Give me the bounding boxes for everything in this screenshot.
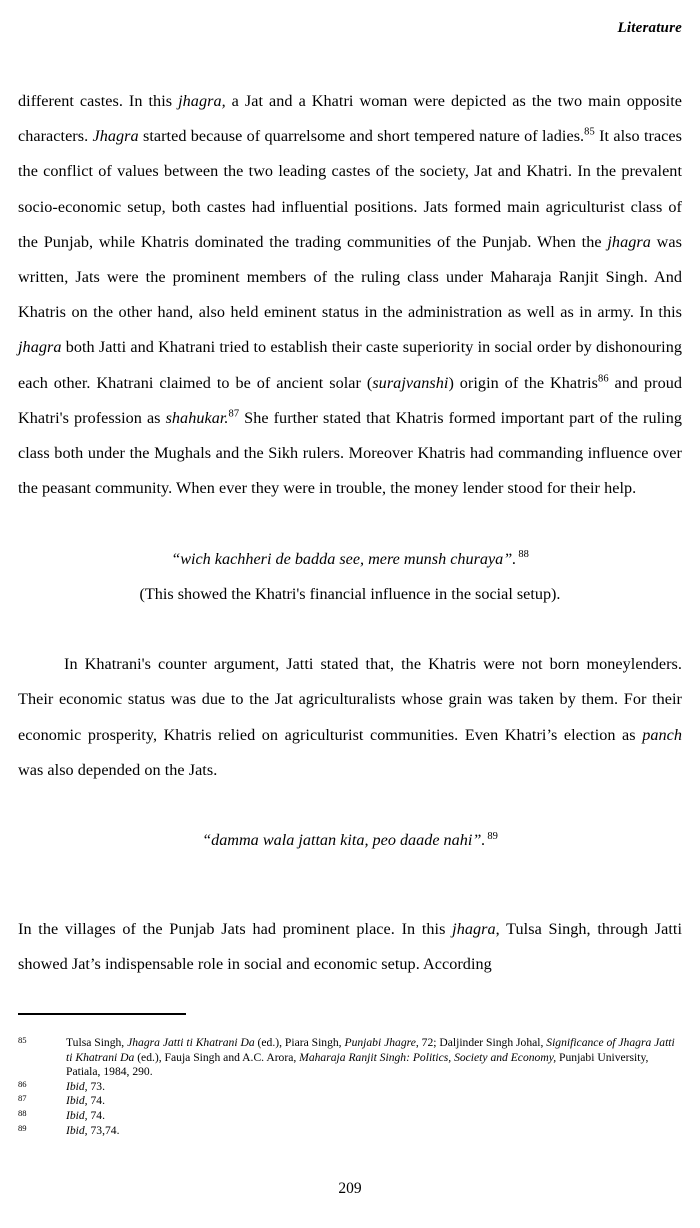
footnote-number: 86 — [18, 1078, 27, 1089]
p1-text-8: and proud Khatri's profession as — [18, 373, 683, 427]
footnote-text-run: (ed.), Piara Singh, — [254, 1036, 345, 1049]
footnote-title-italic: Ibid, — [66, 1079, 88, 1093]
footnote-entry — [18, 1080, 682, 1095]
p2-italic-panch: panch — [642, 725, 682, 744]
footnote-text — [66, 1036, 682, 1080]
p1-text-4: It also traces the conflict of values between the two leading castes of the society, Jat and Khatri. In the prevalent socio-economic setup, both castes had influential positions. Jats formed main agriculturist class of the Punjab, while Khatris dominated the trading communities of the Punjab. When the — [18, 127, 682, 251]
footnote-number: 85 — [18, 1035, 27, 1045]
footnote-number: 87 — [18, 1093, 27, 1104]
footnote-entry — [18, 1094, 682, 1109]
p1-italic-shahukar: shahukar. — [165, 408, 229, 427]
p1-text-7: ) origin of the Khatris — [448, 373, 599, 392]
p1-italic-jhagra-4: jhagra — [18, 338, 62, 357]
footnote-ref-88[interactable]: 88 — [518, 549, 529, 561]
footnote-title-italic: Jhagra Jatti ti Khatrani Da — [127, 1036, 255, 1049]
spacer-after-gloss-1 — [18, 612, 682, 647]
p1-italic-jhagra-1: jhagra, — [178, 92, 226, 110]
footnote-text-run: 74. — [87, 1108, 105, 1122]
footnote-entry — [18, 1036, 682, 1080]
page-number: 209 — [338, 1180, 362, 1197]
spacer-after-quote-2 — [18, 858, 682, 893]
footnote-title-italic: Punjabi Jhagre — [344, 1036, 416, 1049]
p1-text-1: different castes. In this — [18, 92, 179, 110]
footnote-title-italic: Maharaja Ranjit Singh: Politics, Society and Economy, — [299, 1050, 557, 1064]
quote-2-text: “damma wala jattan kita, peo daade nahi”. — [202, 831, 486, 850]
p1-text-9: She further stated that Khatris formed important part of the ruling class both under the Mughals and the Sikh rulers. Moreover Khatris had commanding influence over the peasant community. When ever they were in trouble, the money lender stood for their help. — [18, 408, 682, 498]
footnote-number: 89 — [18, 1122, 27, 1133]
spacer-after-paragraph-2 — [18, 788, 682, 823]
p1-italic-jhagra-2: Jhagra — [92, 127, 139, 146]
body-text-block — [18, 84, 682, 982]
footnote-text-run: 73,74. — [87, 1123, 120, 1137]
footnote-ref-87[interactable]: 87 — [228, 408, 240, 420]
quote-line-1 — [18, 542, 682, 577]
quote-line-2 — [18, 823, 682, 858]
footnote-number: 88 — [18, 1107, 27, 1118]
paragraph-3 — [18, 912, 682, 982]
footnote-text-run: 73. — [87, 1079, 105, 1093]
p3-italic-jhagra: jhagra — [452, 919, 496, 938]
spacer-half-before-paragraph-3 — [18, 894, 682, 912]
p1-text-3: started because of quarrelsome and short tempered nature of ladies. — [138, 127, 585, 146]
footnote-entry — [18, 1109, 682, 1124]
footnote-ref-86[interactable]: 86 — [598, 373, 609, 385]
footnote-ref-89[interactable]: 89 — [487, 830, 498, 842]
gloss-line-1: (This showed the Khatri's financial influence in the social setup). — [139, 584, 561, 603]
footnote-text — [66, 1124, 682, 1139]
footnote-title-italic: Ibid, — [66, 1123, 88, 1137]
p3-text-2: , Tulsa Singh, through Jatti showed Jat’s indispensable role in social and economic setup. According — [18, 919, 682, 973]
footnotes-block — [18, 1036, 682, 1138]
p1-italic-jhagra-3: jhagra — [607, 232, 651, 251]
paragraph-1 — [18, 84, 682, 506]
footnote-separator-rule — [18, 1013, 186, 1015]
footnote-ref-85[interactable]: 85 — [584, 126, 595, 138]
running-head: Literature — [617, 20, 682, 36]
footnote-text-run: (ed.), Fauja Singh and A.C. Arora, — [134, 1050, 300, 1064]
p3-text-1: In the villages of the Punjab Jats had prominent place. In this — [18, 919, 453, 938]
footnote-entry — [18, 1124, 682, 1139]
footnote-text-run: Punjabi University, Patiala, 1984, 290. — [66, 1050, 649, 1079]
footnote-text-run: Tulsa Singh, — [66, 1036, 128, 1049]
footnote-title-italic: Significance of Jhagra Jatti ti Khatrani Da — [66, 1036, 675, 1064]
footnote-title-italic: Ibid, — [66, 1094, 88, 1108]
p1-italic-surajvanshi: surajvanshi — [372, 373, 449, 392]
footnote-title-italic: Ibid, — [66, 1108, 88, 1122]
footnote-text-run: , 72; Daljinder Singh Johal, — [415, 1036, 547, 1049]
footnote-text — [66, 1080, 682, 1095]
footnote-text-run: 74. — [87, 1094, 105, 1108]
p1-text-5: was written, Jats were the prominent members of the ruling class under Maharaja Ranjit Singh. And Khatris on the other hand, also held eminent status in the administration as well as in army. In this — [18, 232, 682, 322]
footnote-text — [66, 1094, 682, 1109]
p2-text-2: was also depended on the Jats. — [18, 760, 218, 779]
p1-text-2: a Jat and a Khatri woman were depicted as the two main opposite characters. — [18, 92, 682, 146]
quote-1-text: “wich kachheri de badda see, mere munsh churaya”. — [171, 549, 517, 568]
paragraph-2 — [18, 647, 682, 788]
footnote-text — [66, 1109, 682, 1124]
p1-text-6: both Jatti and Khatrani tried to establish their caste superiority in social order by dishonouring each other. Khatrani claimed to be of ancient solar ( — [18, 338, 682, 392]
spacer-after-paragraph-1 — [18, 506, 682, 541]
p2-text-1: In Khatrani's counter argument, Jatti stated that, the Khatris were not born moneylenders. Their economic status was due to the Jat agriculturalists whose grain was taken by them. For their economic prosperity, Khatris relied on agriculturist communities. Even Khatri’s election as — [18, 655, 682, 744]
